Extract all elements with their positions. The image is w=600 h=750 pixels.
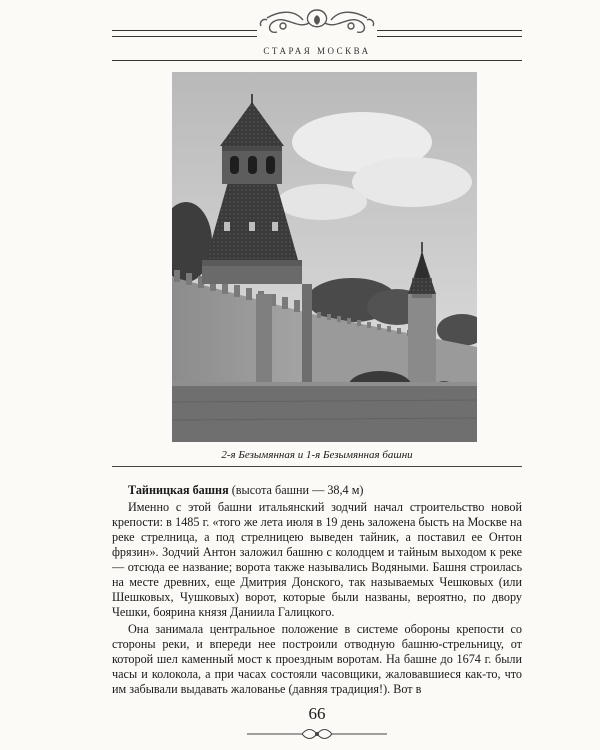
caption-divider <box>112 466 522 467</box>
running-header <box>112 6 522 56</box>
paragraph: Она занимала центральное положение в системе обороны крепости со стороны реки, и впереди нее построили отводную башню-стрельницу, от которой шел каменный мост к проездным воротам. На башне до 1674 г. были часы и колокола, а при часах состояли часовщики, жаловавшиеся как-то, что им забывали выдавать жалованье (давняя традиция!). Вот в <box>112 622 522 696</box>
section-heading-note: (высота башни — 38,4 м) <box>228 483 364 497</box>
header-rule-bottom <box>112 60 522 61</box>
footer-ornament-icon <box>247 728 387 740</box>
section-heading-line <box>112 483 522 498</box>
figure-caption: 2-я Безымянная и 1-я Безымянная башни <box>221 449 413 461</box>
page-number: 66 <box>308 704 326 723</box>
header-ornament-icon <box>257 6 377 40</box>
article-body <box>112 483 522 697</box>
running-head-title: СТАРАЯ МОСКВА <box>263 46 371 56</box>
paragraph: Именно с этой башни итальянский зодчий начал строительство новой крепости: в 1485 г. «того же лета июля в 19 день заложена бысть на Москве на реке стрелница, а под стрелницею выведен тайник, а поставил ее Онтон фрязин». Зодчий Антон заложил башню с колодцем и тайным выходом к реке — отсюда ее название; ворота также назывались Водяными. Башня строилась на месте древних, еще Дмитрия Донского, так называемых Чешковых (или Шешковых, Чушковых) ворот, которые были названы, вероятно, по двору Чешки, боярина князя Даниила Галицкого. <box>112 500 522 619</box>
kremlin-towers-photo <box>172 72 477 442</box>
section-heading: Тайницкая башня <box>128 483 229 497</box>
page-footer <box>112 704 522 744</box>
